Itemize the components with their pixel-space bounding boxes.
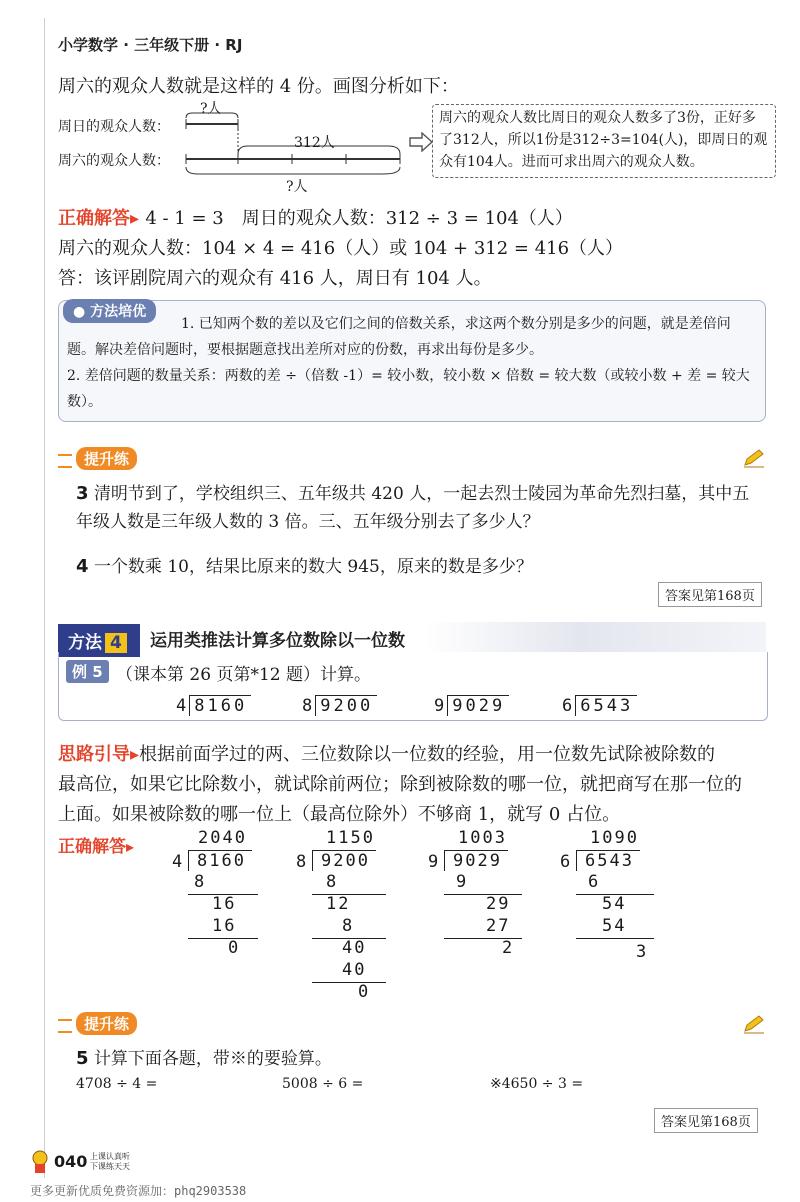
q5-number: 5 bbox=[76, 1048, 89, 1069]
method-tip-box bbox=[58, 300, 766, 422]
guide-label: 思路引导 bbox=[58, 744, 130, 765]
answer-ref-2: 答案见第168页 bbox=[654, 1108, 758, 1133]
method-tip-p2: 2. 差倍问题的数量关系：两数的差 ÷（倍数 -1）= 较小数，较小数 × 倍数 = 较大数（或较小数 + 差 = 较大数）。 bbox=[67, 368, 750, 410]
problem-1: 4 8160 bbox=[176, 696, 251, 716]
long-division-1: 2040 4 8160 8 16 16 0 bbox=[170, 828, 270, 968]
guide-line3: 上面。如果被除数的哪一位上（最高位除外）不够商 1，就写 0 占位。 bbox=[58, 804, 621, 825]
q4-text: 一个数乘 10，结果比原来的数大 945，原来的数是多少？ bbox=[93, 557, 533, 577]
pencil-icon bbox=[742, 448, 766, 468]
q3-text: 清明节到了，学校组织三、五年级共 420 人，一起去烈士陵园为革命先烈扫墓，其中五年级人数是三年级人数的 3 倍。三、五年级分别去了多少人？ bbox=[76, 484, 750, 532]
guide-line2: 最高位，如果它比除数小，就试除前两位；除到被除数的哪一位，就把商写在那一位的 bbox=[58, 774, 742, 795]
practice2-tag: 提升练 bbox=[76, 1012, 137, 1035]
solution1-line3: 答：该评剧院周六的观众有 416 人，周日有 104 人。 bbox=[58, 268, 492, 289]
q3-number: 3 bbox=[76, 483, 89, 504]
solution1-text1: 4 - 1 = 3 周日的观众人数：312 ÷ 3 = 104（人） bbox=[145, 208, 573, 229]
solution2-label-wrap: 正确解答▸ bbox=[58, 837, 135, 857]
margin-line bbox=[44, 18, 45, 1178]
diagram-q-top: ?人 bbox=[200, 101, 222, 117]
diagram-note: 周六的观众人数比周日的观众人数多了3份，正好多了312人，所以1份是312÷3=104(人)，即周日的观众有104人。进而可求出周六的观众人数。 bbox=[432, 104, 776, 178]
d4-dividend: 6543 bbox=[576, 850, 640, 871]
q5-item-3: ※4650 ÷ 3 = bbox=[490, 1076, 584, 1092]
d3-quotient: 1003 bbox=[458, 828, 507, 848]
diagram-diff: 312人 bbox=[294, 135, 335, 151]
q5-item-2: 5008 ÷ 6 = bbox=[282, 1076, 364, 1092]
line-diagram bbox=[58, 98, 408, 198]
diagram-label-saturday: 周六的观众人数： bbox=[58, 153, 170, 169]
d2-dividend: 9200 bbox=[312, 850, 376, 871]
long-division-4: 1090 6 6543 6 54 54 3 bbox=[560, 828, 670, 968]
solution1-label: 正确解答 bbox=[58, 208, 130, 229]
example-text: （课本第 26 页第*12 题）计算。 bbox=[116, 665, 371, 685]
method-tip-tag: ● 方法培优 bbox=[63, 299, 156, 323]
long-division-3: 1003 9 9029 9 29 27 2 bbox=[428, 828, 538, 968]
d2-divisor: 8 bbox=[296, 852, 309, 872]
method4-prefix: 方法 bbox=[68, 633, 102, 653]
long-division-2: 1150 8 9200 8 12 8 40 40 0 bbox=[296, 828, 406, 1008]
example-tag: 例 5 bbox=[66, 660, 109, 683]
question-3 bbox=[76, 480, 766, 536]
problem-3: 9 9029 bbox=[434, 696, 509, 716]
d4-divisor: 6 bbox=[560, 852, 573, 872]
guide-line1: 思路引导▸根据前面学过的两、三位数除以一位数的经验，用一位数先试除被除数的 bbox=[58, 744, 716, 765]
method4-number: 4 bbox=[105, 633, 127, 653]
question-4 bbox=[76, 552, 533, 577]
pencil-icon bbox=[742, 1014, 766, 1034]
d1-quotient: 2040 bbox=[198, 828, 247, 848]
practice2-deco bbox=[58, 1019, 72, 1033]
footer-watermark: 更多更新优质免费资源加：phq2903538 bbox=[30, 1184, 247, 1198]
method4-title: 运用类推法计算多位数除以一位数 bbox=[150, 631, 405, 651]
arrow-icon bbox=[408, 132, 434, 152]
diagram-label-sunday: 周日的观众人数： bbox=[58, 119, 170, 135]
solution2-label: 正确解答 bbox=[58, 837, 126, 857]
d3-divisor: 9 bbox=[428, 852, 441, 872]
d1-dividend: 8160 bbox=[188, 850, 252, 871]
method-tip-p1: 1. 已知两个数的差以及它们之间的倍数关系，求这两个数分别是多少的问题，就是差倍问题。解决差倍问题时，要根据题意找出差所对应的份数，再求出每份是多少。 bbox=[67, 316, 731, 358]
page-header: 小学数学 · 三年级下册 · RJ bbox=[58, 36, 243, 54]
problem-2: 8 9200 bbox=[302, 696, 377, 716]
d2-quotient: 1150 bbox=[326, 828, 375, 848]
practice1-tag: 提升练 bbox=[76, 447, 137, 470]
mascot-icon bbox=[30, 1150, 50, 1174]
page-number: 040 bbox=[54, 1152, 88, 1171]
problem-4: 6 6543 bbox=[562, 696, 637, 716]
d4-quotient: 1090 bbox=[590, 828, 639, 848]
intro-line: 周六的观众人数就是这样的 4 份。画图分析如下： bbox=[58, 76, 459, 97]
d3-dividend: 9029 bbox=[444, 850, 508, 871]
q4-number: 4 bbox=[76, 556, 89, 577]
diagram-bars bbox=[178, 112, 408, 182]
solution1-line1: 正确解答▸ 4 - 1 = 3 周日的观众人数：312 ÷ 3 = 104（人） bbox=[58, 208, 573, 229]
q5-text: 计算下面各题，带※的要验算。 bbox=[93, 1049, 332, 1069]
d1-divisor: 4 bbox=[172, 852, 185, 872]
footer-slogan: 上课认真听 下课练天天 bbox=[90, 1152, 130, 1171]
practice1-deco bbox=[58, 454, 72, 468]
question-5 bbox=[76, 1044, 332, 1069]
diagram-q-bottom: ?人 bbox=[286, 179, 308, 195]
answer-ref-1: 答案见第168页 bbox=[658, 582, 762, 607]
q5-item-1: 4708 ÷ 4 = bbox=[76, 1076, 158, 1092]
solution1-line2: 周六的观众人数：104 × 4 = 416（人）或 104 + 312 = 416（人） bbox=[58, 238, 624, 259]
